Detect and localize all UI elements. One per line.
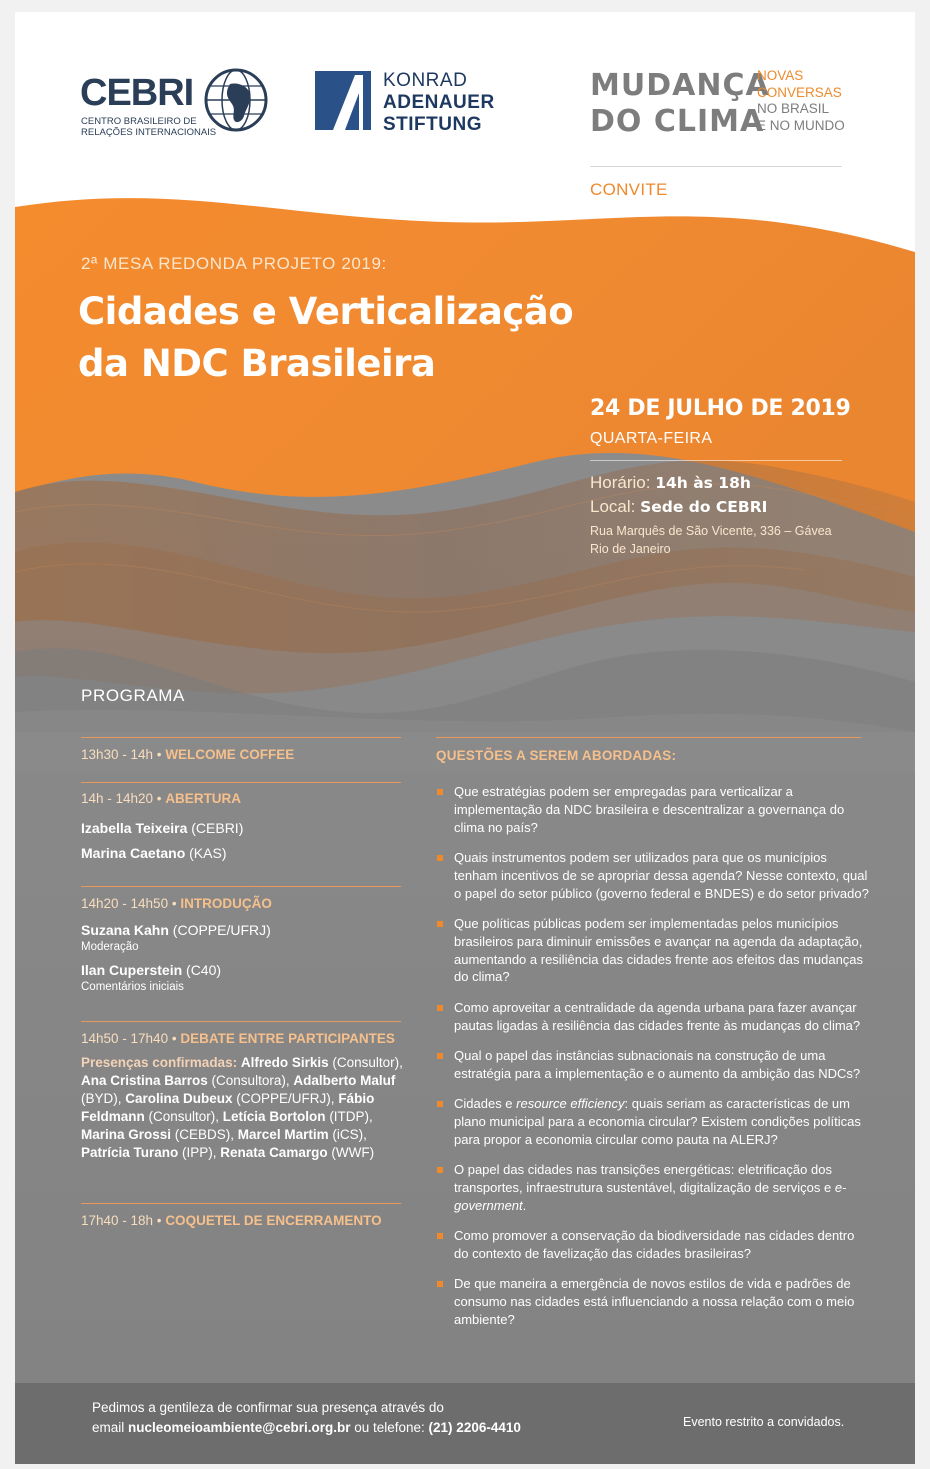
restricted-note: Evento restrito a convidados. [683,1415,845,1429]
kas-line1: KONRAD [383,70,468,91]
speaker-name: Suzana Kahn [81,922,169,938]
event-location [590,497,767,517]
slot-name: INTRODUÇÃO [180,896,272,911]
question-text: O papel das cidades nas transições energéticas: eletrificação dos transportes, infraestrutura sustentável, digitalização de serviços e [454,1162,835,1195]
participant-name: Adalberto Maluf [293,1073,396,1088]
question-item [436,849,871,902]
participant-name: Ana Cristina Barros [81,1073,208,1088]
time-value: 14h às 18h [655,474,751,492]
speaker-name: Izabella Teixeira [81,820,188,836]
participant-name: Renata Camargo [220,1145,328,1160]
mudanca-logo [590,68,770,140]
participant-org: (BYD), [81,1091,126,1106]
speaker-izabella [81,820,243,836]
question-item [436,1161,871,1214]
bullet-square-icon [437,855,443,861]
mudanca-line2: DO CLIMA [590,104,765,139]
question-item [436,999,871,1035]
question-text: . [522,1197,527,1213]
event-title-line1: Cidades e Verticalização [78,290,574,333]
rsvp-email-link[interactable]: nucleomeioambiente@cebri.org.br [128,1420,351,1435]
event-title-line2: da NDC Brasileira [78,342,436,385]
cebri-subtitle-line1: CENTRO BRASILEIRO DE [81,116,197,127]
bullet-square-icon [437,1233,443,1239]
slot-abertura [81,791,241,806]
kas-logo-text [383,70,495,136]
speaker-org: (C40) [182,962,222,978]
slot-name: WELCOME COFFEE [165,747,295,762]
program-rule [81,737,401,738]
tagline-no-brasil: NO BRASIL [757,101,830,116]
slot-time: 14h20 - 14h50 • [81,896,177,911]
slot-coquetel [81,1213,382,1228]
participant-org: (ITDP), [325,1109,373,1124]
speaker-ilan [81,962,221,978]
participant-name: Fábio Feldmann [81,1091,375,1124]
speaker-role: Moderação [81,941,139,953]
question-item [436,915,871,986]
mudanca-tagline [757,68,845,134]
header-divider [590,166,842,167]
question-item [436,1047,871,1083]
rsvp-text [92,1398,521,1438]
participant-name: Alfredo Sirkis [240,1055,329,1070]
event-weekday: QUARTA-FEIRA [590,430,713,447]
bullet-square-icon [437,1281,443,1287]
participant-org: (CEBDS), [171,1127,238,1142]
participant-org: (Consultora), [207,1073,294,1088]
tagline-novas: NOVAS [757,68,804,83]
slot-time: 13h30 - 14h • [81,747,162,762]
slot-welcome-coffee [81,747,294,762]
speaker-org: (CEBRI) [187,820,244,836]
bullet-square-icon [437,789,443,795]
question-text: Que políticas públicas podem ser implementadas pelos municípios brasileiros para diminuir emissões e avançar na agenda da adaptação, aumentando a resiliência das cidades frente aos efeitos das mudanças do clima? [454,915,864,985]
invitation-card [15,12,915,1464]
tagline-conversas: CONVERSAS [757,84,842,100]
question-text: Cidades e [454,1096,517,1112]
participants-label: Presenças confirmadas: [81,1055,238,1070]
bullet-square-icon [437,1005,443,1011]
speaker-suzana [81,922,271,938]
email-label: email [92,1420,129,1435]
participant-name: Carolina Dubeux [125,1091,233,1106]
cebri-subtitle-line2: RELAÇÕES INTERNACIONAIS [81,127,217,138]
event-kicker: 2ª MESA REDONDA PROJETO 2019: [81,254,387,273]
slot-name: DEBATE ENTRE PARTICIPANTES [180,1031,395,1046]
slot-time: 14h - 14h20 • [81,791,162,806]
question-text: Como promover a conservação da biodiversidade nas cidades dentro do contexto de favelização das cidades brasileiras? [454,1228,855,1261]
program-rule [81,886,401,887]
speaker-org: (COPPE/UFRJ) [168,922,271,938]
participant-name: Letícia Bortolon [222,1109,326,1124]
date-divider [590,460,842,461]
slot-name: COQUETEL DE ENCERRAMENTO [165,1213,382,1228]
bullet-square-icon [437,1167,443,1173]
participant-org: (COPPE/UFRJ), [232,1091,339,1106]
speaker-marina-caetano [81,845,226,861]
event-date: 24 DE JULHO DE 2019 [590,396,851,421]
event-title [78,286,638,390]
participant-name: Patrícia Turano [81,1145,179,1160]
event-time [590,473,751,493]
kas-line2: ADENAUER [383,92,495,113]
time-label: Horário: [590,473,651,492]
rsvp-phone[interactable]: (21) 2206-4410 [428,1420,521,1435]
cebri-logo: CEBRI [80,72,194,114]
bullet-square-icon [437,1101,443,1107]
questions-heading: QUESTÕES A SEREM ABORDADAS: [436,748,677,763]
question-text: Quais instrumentos podem ser utilizados para que os municípios tenham incentivos de se apropriar dessa agenda? Nesse contexto, qual o papel do setor público (governo federal e BNDES) e do setor privado? [454,849,869,901]
bullet-square-icon [437,1053,443,1059]
address-line2: Rio de Janeiro [590,542,671,556]
speaker-name: Marina Caetano [81,845,186,861]
participant-org: (WWF) [327,1145,375,1160]
cebri-subtitle [81,116,216,138]
speaker-role: Comentários iniciais [81,981,184,993]
question-item [436,1275,871,1328]
kas-line3: STIFTUNG [383,114,482,135]
question-text: Que estratégias podem ser empregadas para verticalizar a implementação da NDC brasileira e descentralizar a governança do clima no país? [454,784,845,835]
slot-time: 14h50 - 17h40 • [81,1031,177,1046]
participant-org: (iCS), [328,1127,367,1142]
phone-label: ou telefone: [350,1420,429,1435]
question-emphasis: resource efficiency [516,1096,625,1112]
slot-debate [81,1031,395,1046]
questions-rule [436,737,861,738]
slot-time: 17h40 - 18h • [81,1213,162,1228]
confirmed-participants [81,1054,406,1162]
participant-org: (IPP), [178,1145,221,1160]
bullet-square-icon [437,921,443,927]
question-text: : quais seriam as características de um plano municipal para a economia circular? Existem condições políticas para propor a economia circular como pauta na ALERJ? [454,1096,861,1147]
question-item [436,1227,871,1263]
rsvp-line2 [92,1418,521,1438]
question-text: Qual o papel das instâncias subnacionais na construção de uma estratégia para a implementação e o aumento da ambição das NDCs? [454,1047,861,1081]
questions-list [436,783,871,1341]
question-text: Como aproveitar a centralidade da agenda urbana para fazer avançar pautas ligadas à resiliência das cidades frente às mudanças do clima? [454,999,861,1033]
location-value: Sede do CEBRI [640,498,768,516]
participant-org: (Consultor), [144,1109,223,1124]
program-rule [81,1021,401,1022]
convite-label: CONVITE [590,180,668,199]
participant-org: (Consultor), [332,1055,403,1070]
rsvp-line1: Pedimos a gentileza de confirmar sua presença através do [92,1400,444,1415]
tagline-no-mundo: E NO MUNDO [757,117,845,133]
mudanca-line1: MUDANÇA [590,68,770,103]
question-item [436,783,871,836]
location-label: Local: [590,497,636,516]
address-line1: Rua Marquês de São Vicente, 336 – Gávea [590,524,832,538]
speaker-name: Ilan Cuperstein [81,962,183,978]
slot-introducao [81,896,272,911]
event-address [590,522,832,558]
participant-name: Marina Grossi [81,1127,172,1142]
program-rule [81,782,401,783]
kas-logo-mark [315,71,371,130]
program-rule [81,1203,401,1204]
participant-name: Marcel Martim [237,1127,329,1142]
question-emphasis: e-government [454,1179,847,1213]
question-text: De que maneira a emergência de novos estilos de vida e padrões de consumo nas cidades está influenciando a nossa relação com o meio ambiente? [454,1276,855,1327]
speaker-org: (KAS) [185,845,227,861]
question-item [436,1095,871,1148]
program-heading: PROGRAMA [81,686,185,705]
slot-name: ABERTURA [165,791,242,806]
